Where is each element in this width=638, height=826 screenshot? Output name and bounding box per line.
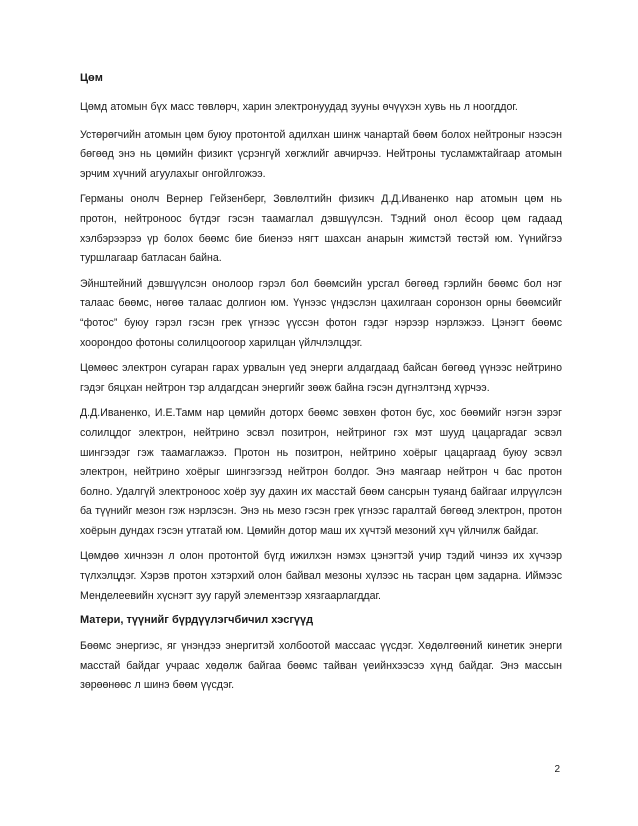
section-title: Цөм — [80, 72, 103, 84]
paragraph-1: Цөмд атомын бүх масс төвлөрч, харин электронуудад зууны өчүүхэн хувь нь л ноогддог. — [80, 101, 518, 113]
paragraph-7: Цөмдөө хичнээн л олон протонтой бүгд ижилхэн нэмэх цэнэгтэй учир тэдий чинээ их хүчээр түлхэлцдэг. Хэрэв протон хэтэрхий олон байвал мезоны хүлээс нь тасран цөм задарна. Иймээс Менделеевийн хүснэгт зуу гаруй элементээр хязгаарлагддаг. — [80, 550, 562, 602]
paragraph-5: Цөмөөс электрон сугаран гарах урвалын үед энерги алдагдаад байсан бөгөөд үүнээс нейтрино гэдэг бяцхан нейтрон тэр алдагдсан энергийг зөөж байна гэсэн дүгнэлтэнд хүрчээ. — [80, 362, 562, 394]
paragraph-3: Германы онолч Вернер Гейзенберг, Зөвлөлтийн физикч Д.Д.Иваненко нар атомын цөм нь протон, нейтроноос бүтдэг гэсэн таамаглал дэвшүүлсэн. Тэдний онол ёсоор цөм гадаад хэлбэрээрээ үр болох бөөмс бие биенээ нягт шахсан анарын жимстэй төстэй юм. Үүнийгээ туршлагаар батласан байна. — [80, 193, 562, 265]
paragraph-4: Эйнштейний дэвшүүлсэн онолоор гэрэл бол бөөмсийн урсгал бөгөөд гэрлийн бөөмс бол нэг талаас бөөмс, нөгөө талаас долгион юм. Үүнээс үндэслэн цахилгаан соронзон орны бөөмсийг “фотос” буюу гэрэл гэсэн грек үгнээс үүссэн фотон гэдэг нэрээр нэрлэжээ. Цэнэгт бөөмс хоорондоо фотоны солилцоогоор харилцан үйлчлэлцдэг. — [80, 277, 562, 349]
page-number: 2 — [554, 764, 560, 775]
paragraph-final: Бөөмс энергиэс, яг үнэндээ энергитэй холбоотой массаас үүсдэг. Хөдөлгөөний кинетик энерги масстай байдаг учраас хөдөлж байгаа бөөмс тайван үеийнхээсээ хүнд байдаг. Энэ массын зөрөөнөөс л шинэ бөөм үүсдэг. — [80, 640, 562, 692]
paragraph-2: Устөрөгчийн атомын цөм буюу протонтой адилхан шинж чанартай бөөм болох нейтроныг нээсэн бөгөөд энэ нь цөмийн физикт үсрэнгүй хөгжлийг авчирчээ. Нейтроны тусламжтайгаар атомын эрчим хүчний агуулахыг онгойлгожээ. — [80, 128, 562, 180]
section-subheading: Матери, түүнийг бүрдүүлэгчбичил хэсгүүд — [80, 614, 314, 627]
document-body — [80, 70, 562, 702]
paragraph-6: Д.Д.Иваненко, И.Е.Тамм нар цөмийн доторх бөөмс зөвхөн фотон бус, хос бөөмийг нэгэн зэрэг солилцдог электрон, нейтрино эсвэл позитрон, нейтриног гэх мэт шууд цацаргадаг эсвэл шингээдэг гэж таамаглажээ. Протон нь позитрон, нейтрино хоёрыг цацаргаад буюу эсвэл электрон, нейтрино хоёрыг шингээгээд нейтрон болдог. Энэ маягаар нейтрон ч бас протон болно. Удалгүй электроноос хоёр зуу дахин их масстай бөөм сансрын туяанд байгааг илрүүлсэн ба түүнийг мезон гэж нэрлэсэн. Энэ нь мезо гэсэн грек үгнээс гаралтай бөгөөд электрон, протон хоёрын дундах гэсэн утгатай юм. Цөмийн дотор маш их хүчтэй мезоний хүч үйлчилж байдаг. — [80, 407, 562, 537]
